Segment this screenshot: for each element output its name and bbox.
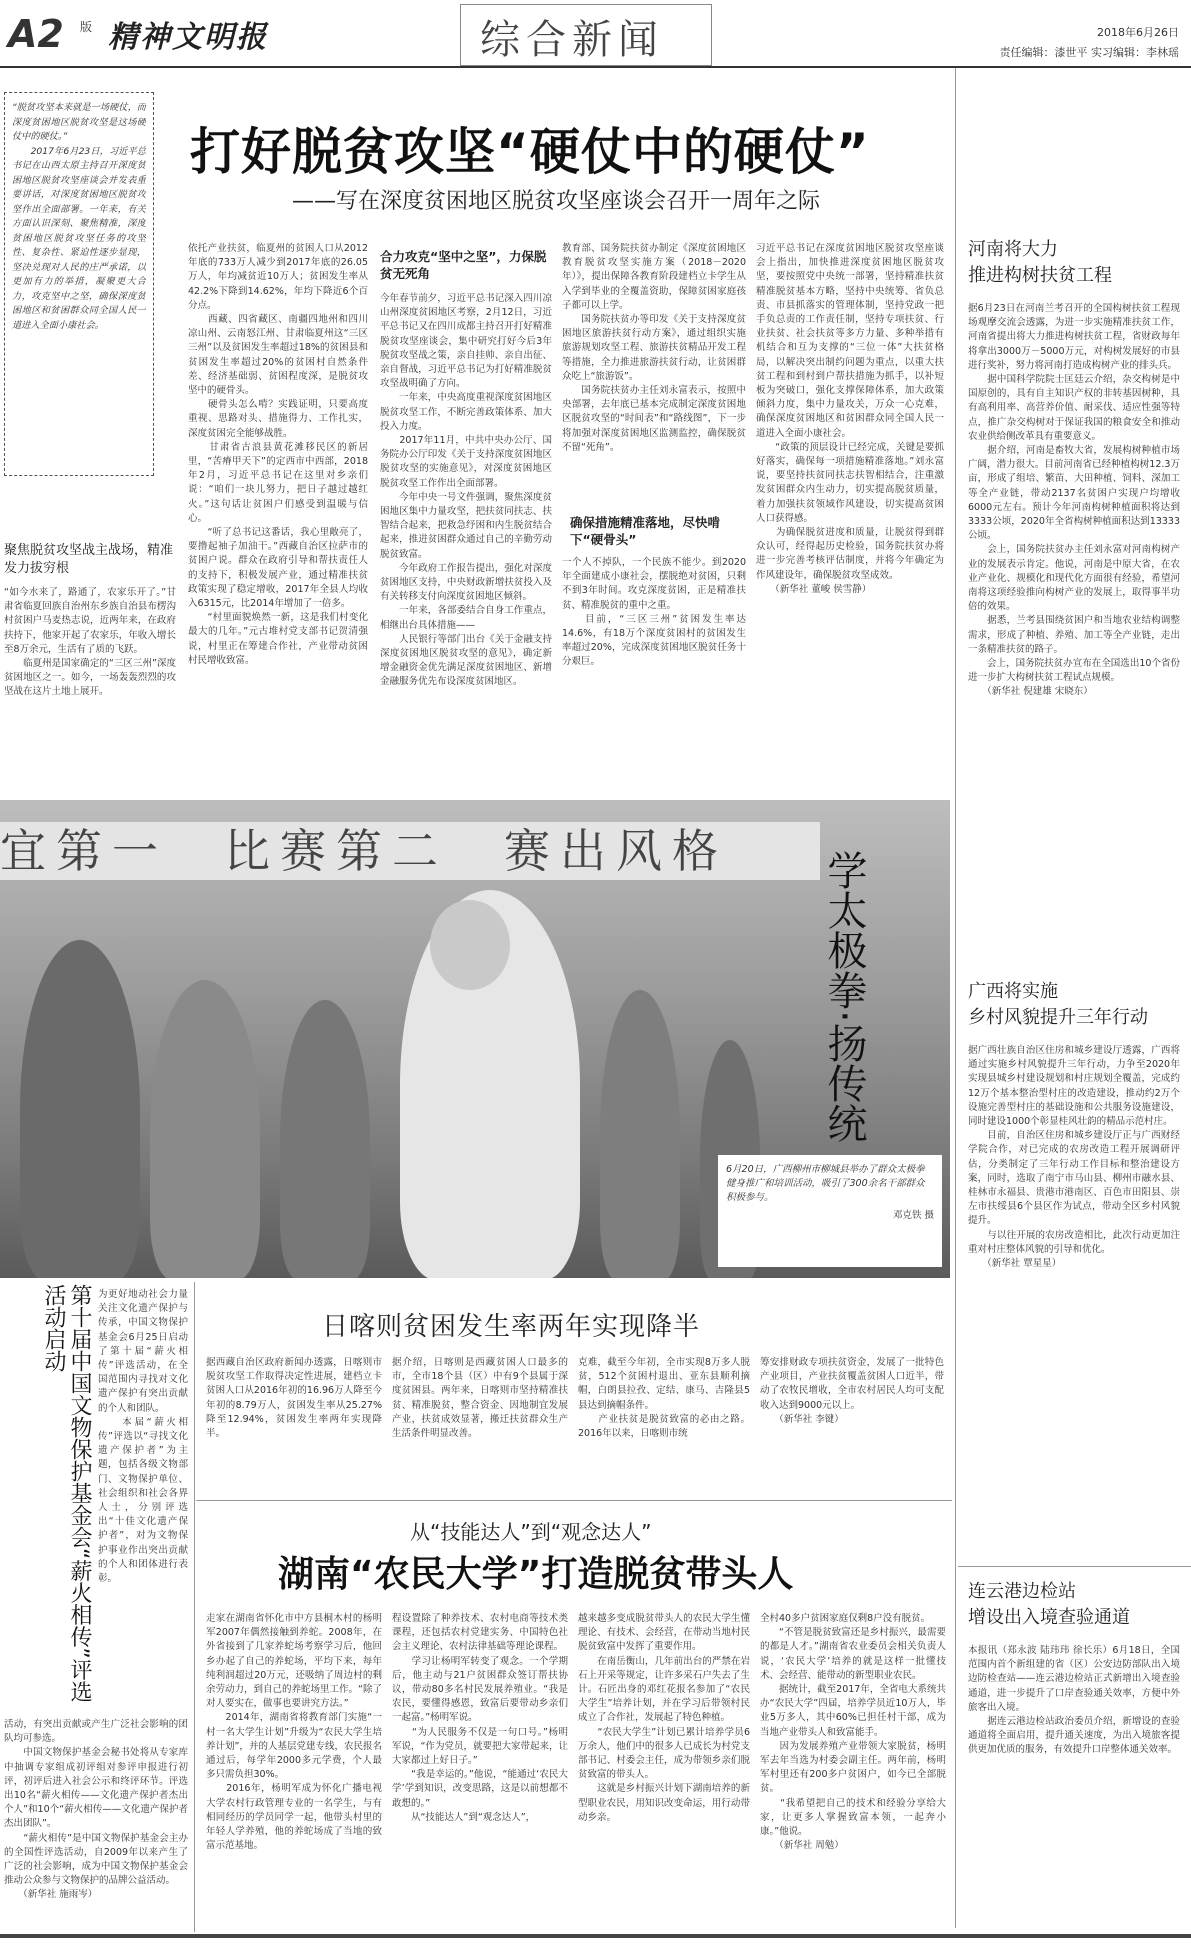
masthead-rule: [0, 66, 1191, 68]
lead-col-3-heading: 确保措施精准落地，尽快啃下“硬骨头”: [570, 515, 721, 547]
rikaze-col-2: 据介绍，日喀则是西藏贫困人口最多的市，全市18个县（区）中有9个县属于深度贫困县。两年来，日喀则市坚持精准扶贫、精准脱贫，整合资金、因地制宜发展产业，扶贫成效显著，搬迁扶贫群众生产生活条件明显改善。: [392, 1357, 568, 1440]
right-divider: [958, 1566, 1191, 1567]
hunan-kicker: 从“技能达人”到“观念达人”: [410, 1520, 652, 1544]
wenwu-vertical-title: 第十届中国文物保护基金会“薪火相传”评选活动启动: [41, 1284, 92, 1703]
rikaze-col-1: 据西藏自治区政府新闻办透露，日喀则市脱贫攻坚工作取得决定性进展，建档立卡贫困人口从2016年初的16.96万人降至今年初的8.79万人，贫困发生率从25.27%降至12.94%，贫困发生率两年实现降半。: [206, 1357, 382, 1440]
editor-credit: 责任编辑：漆世平 实习编辑：李林瑶: [999, 46, 1179, 59]
rikaze-col-4: 筹安排财政专项扶贫资金，发展了一批特色产业项目，产业扶贫覆盖贫困人口近半，带动了农牧民增收，全市农村居民人均可支配收入达到9000元以上。 （新华社 李键）: [760, 1357, 944, 1425]
lead-col-2: 今年春节前夕，习近平总书记深入四川凉山州深度贫困地区考察，2月12日，习近平总书记又在四川成都主持召开打好精准脱贫攻坚座谈会，集中研究打好今后3年脱贫攻坚战之策，亲自挂帅、亲自出征、亲自督战，习近平总书记为打好精准脱贫攻坚战明确了方向。 一年来，中央高度重视深度贫困地区脱贫攻坚工作，不断完善政策体系、加大投入力度。 2017年11月，中共中央办公厅、国务院办公厅印发《关于支持深度贫困地区脱贫攻坚的实施意见》，对深度贫困地区脱贫攻坚工作作出全面部署。 今年中央一号文件强调，聚焦深度贫困地区集中力量攻坚，把扶贫同扶志、扶智结合起来，把救急纾困和内生脱贫结合起来，推进贫困群众通过自己的辛勤劳动脱贫致富。 今年政府工作报告提出，强化对深度贫困地区支持，中央财政新增扶贫投入及有关转移支付向深度贫困地区倾斜。 一年来，各部委结合自身工作重点，相继出台具体措施—— 人民银行等部门出台《关于金融支持深度贫困地区脱贫攻坚的意见》，确定新增金融资金优先满足深度贫困地区、新增金融服务优先布设深度贫困地区。: [380, 293, 552, 688]
hunan-col-2: 程设置除了种养技术、农村电商等技术类课程，还包括农村党建实务、中国特色社会主义理论、农村法律基础等理论课程。 学习让杨明军转变了观念。一个学期后，他主动与21户贫困群众签订帮扶协议，带动80多名村民发展养殖业。“我是农民，要懂得感恩，致富后要带动乡亲们一起富。”杨明军说。 “为人民服务不仅是一句口号。”杨明军说，“作为党员，就要把大家带起来，让大家都过上好日子。” “我是幸运的。”他说，“能通过‘农民大学’学到知识，改变思路，这是以前想都不敢想的。” 从“技能达人”到“观念达人”，: [392, 1613, 568, 1823]
issue-date: 2018年6月26日: [1097, 26, 1179, 39]
page-ban-label: 版: [80, 20, 93, 34]
lianyungang-title-1: 连云港边检站: [968, 1581, 1076, 1602]
right-column-rule: [955, 68, 956, 1928]
section-title: 综合新闻: [480, 17, 664, 63]
photo-figure: [150, 980, 260, 1278]
henan-text: 据6月23日在河南兰考召开的全国构树扶贫工程现场观摩交流会透露，为进一步实施精准扶贫工作，河南省提出将大力推进构树扶贫工程，省财政每年将拿出3000万－5000万元，对构树发展好的市县进行奖补，努力将河南打造成构树产业的排头兵。 据中国科学院院士匡廷云介绍，杂交构树是中国原创的，具有自主知识产权的非转基因树种，具有高利用率、高营养价值、耐采伐、适应性强等特点，推广杂交构树对于保证我国的粮食安全和推动农业供给侧改革具有重要意义。 据介绍，河南是畜牧大省，发展构树种植市场广阔，潜力很大。目前河南省已经种植构树12.3万亩，形成了组培、繁苗、大田种植、饲料、深加工等全产业链，带动2137名贫困户实现户均增收6000元左右。预计今年河南构树种植面积将达到3333公顷，2020年全省构树种植面积达到13333公顷。 会上，国务院扶贫办主任刘永富对河南构树产业的发展表示肯定。他说，河南是中原大省，在农业产业化、规模化和现代化方面很有经验，希望河南将这项经验推向构树产业的发展上，取得事半功倍的效果。 据悉，兰考县围绕贫困户和当地农业结构调整需求，形成了种植、养殖、加工等全产业链，走出一条精准扶贫的路子。 会上，国务院扶贫办宣布在全国选出10个省份进一步扩大构树扶贫工程试点规模。 （新华社 倪建雄 宋晓东）: [968, 303, 1180, 698]
lead-subheadline: ——写在深度贫困地区脱贫攻坚座谈会召开一周年之际: [292, 189, 821, 214]
photo-figure: [20, 940, 140, 1278]
photo-main-head: [430, 900, 510, 990]
left-col-text: “如今水来了，路通了，农家乐开了。”甘肃省临夏回族自治州东乡族自治县布楞沟村贫困户马麦热志说，近两年来，在政府扶持下，他家开起了农家乐，年收入增长至8万余元，生活有了质的飞跃。 临夏州是国家确定的“三区三州”深度贫困地区之一。如今，一场轰轰烈烈的攻坚战在这片土地上展开。: [4, 587, 176, 698]
lead-headline: 打好脱贫攻坚“硬仗中的硬仗”: [190, 123, 870, 181]
lead-col-2-heading: 合力攻克“坚中之坚”，力保脱贫无死角: [380, 249, 547, 281]
hunan-top-rule: [196, 1500, 952, 1501]
lead-col-3: 教育部、国务院扶贫办制定《深度贫困地区教育脱贫攻坚实施方案（2018－2020年）》，提出保障各教育阶段建档立卡学生从入学到毕业的全覆盖资助，保障贫困家庭孩子都可以上学。 国务院扶贫办等印发《关于支持深度贫困地区旅游扶贫行动方案》，通过组织实施旅游规划攻坚工程、旅游扶贫精品开发工程等措施，全力推进旅游扶贫行动，让贫困群众吃上“旅游饭”。 国务院扶贫办主任刘永富表示，按照中央部署，去年底已基本完成制定深度贫困地区脱贫攻坚的“时间表”和“路线图”，下一步将加强对深度贫困地区监测监控，确保脱贫不留“死角”。: [562, 243, 746, 453]
hunan-col-1: 走家在湖南省怀化市中方县桐木村的杨明军2007年偶然接触到养蛇。2008年，在外省接到了几家养蛇场考察学习后，他回乡办起了自己的养蛇场，平均下来，每年纯利润超过20万元，还吸纳了周边村的剩余劳动力，到自己的养蛇场里工作。“除了对人要实在，做事也要讲究方法。” 2014年，湖南省将教育部门实施“一村一名大学生计划”升级为“农民大学生培养计划”，并的人基层党建专线，农民报名通过后，每学年2000多元学费，个人最多只需负担30%。 2016年，杨明军成为怀化广播电视大学农村行政管理专业的一名学生，与有相同经历的学员同学一起，他带头村里的年轻人学养殖，他的养蛇场成了当地的致富示范基地。: [206, 1613, 382, 1852]
wenwu-col: 为更好地动社会力量关注文化遗产保护与传承，中国文物保护基金会6月25日启动了第十届“薪火相传”评选活动，在全国范围内寻找对文化遗产保护有突出贡献的个人和团队。 本届“薪火相传”评选以“寻找文化遗产保护者”为主题，包括各级文物部门、文物保护单位、社会组织和社会各界人士，分别评选出“十佳文化遗产保护者”，对为文物保护事业作出突出贡献的个人和团体进行表彰。: [98, 1289, 188, 1585]
hunan-col-3: 越来越多变成脱贫带头人的农民大学生懂理论、有技术、会经营，在带动当地村民脱贫致富中发挥了重要作用。 在南岳衡山，几年前出台的严禁在岩石上开采等规定，让许多采石户失去了生计。石匠出身的邓红花报名参加了“农民大学生”培养计划，并在学习后带领村民成立了合作社，发展起了特色种植。 “农民大学生”计划已累计培养学员6万余人，他们中的很多人已成长为村党支部书记、村委会主任，成为带领乡亲们脱贫致富的带头人。 这就是乡村振兴计划下湖南培养的新型职业农民，用知识改变命运，用行动带动乡亲。: [578, 1613, 750, 1823]
photo-vertical-title: 学太极拳·扬传统: [821, 850, 867, 1143]
photo-credit: 邓克铁 摄: [892, 1210, 934, 1221]
hunan-col-4: 全村40多户贫困家庭仅剩8户没有脱贫。 “不管是脱贫致富还是乡村振兴，最需要的都是人才。”湖南省农业委员会相关负责人说，‘农民大学’培养的就是这样一批懂技术、会经营、能带动的新型职业农民。 据统计，截至2017年，全省电大系统共办“农民大学”四届，培养学员近10万人，毕业5万多人，其中60%已担任村干部，成为当地产业带头人和致富能手。 因为发展养殖产业带领大家脱贫，杨明军去年当选为村委会副主任。两年前，杨明军村里还有200多户贫困户，如今已全部脱贫。 “我希望把自己的技术和经验分享给大家，让更多人掌握致富本领，一起奔小康。”他说。 （新华社 周勉）: [760, 1613, 946, 1852]
guangxi-text: 据广西壮族自治区住房和城乡建设厅透露，广西将通过实施乡村风貌提升三年行动，力争至2020年实现县城乡村建设规划和村庄规划全覆盖，完成约12万个基本整治型村庄的改造建设，推动约2万个设施完善型村庄的基础设施和公共服务设施建设，同时建设1000个彰显桂风壮韵的精品示范村庄。 目前，自治区住房和城乡建设厅正与广西财经学院合作，对已完成的农房改造工程开展调研评估，分类制定了三年行动工作目标和整治建设方案，同时，选取了南宁市马山县、柳州市融水县、桂林市永福县、贵港市港南区、百色市田阳县、崇左市扶绥县6个县区作为试点，带动全区乡村风貌提升。 与以往开展的农房改造相比，此次行动更加注重对村庄整体风貌的引导和优化。 （新华社 覃星星）: [968, 1045, 1180, 1270]
wenwu-bottom: 活动，有突出贡献或产生广泛社会影响的团队均可参选。 中国文物保护基金会秘书处将从专家库中抽调专家组成初评组对参评申报进行初评，初评后进入社会公示和终评环节。评选出10名“薪火相传——文化遗产保护者杰出个人”和10个“薪火相传——文化遗产保护者杰出团队”。 “薪火相传”是中国文物保护基金会主办的全国性评选活动，自2009年以来产生了广泛的社会影响，成为中国文物保护基金会推动公众参与文物保护的品牌公益活动。 （新华社 施雨岑）: [4, 1719, 188, 1901]
editorial-box: [4, 92, 154, 476]
hunan-headline: 湖南“农民大学”打造脱贫带头人: [278, 1554, 794, 1595]
tai-chi-photo: [0, 800, 950, 1278]
henan-title-2: 推进构树扶贫工程: [968, 265, 1112, 286]
editorial-text: “脱贫攻坚本来就是一场硬仗，而深度贫困地区脱贫攻坚是这场硬仗中的硬仗。” 2017年6月23日，习近平总书记在山西太原主持召开深度贫困地区脱贫攻坚座谈会并发表重要讲话，对深度贫困地区脱贫攻坚作出全面部署。一年来，有关方面认识深刻、聚焦精准，深度贫困地区脱贫攻坚任务的攻坚性、复杂性、紧迫性逐步显现，坚决兑现对人民的庄严承诺，以更加有力的举措，凝聚更大合力，攻克坚中之坚，确保深度贫困地区和贫困群众同全国人民一道进入全面小康社会。: [12, 102, 146, 331]
guangxi-title-2: 乡村风貌提升三年行动: [968, 1007, 1148, 1028]
photo-caption: 6月20日，广西柳州市柳城县举办了群众太极拳健身推广和培训活动，吸引了300余名干部群众积极参与。: [726, 1164, 925, 1203]
page-number: A2: [8, 12, 64, 56]
henan-title-1: 河南将大力: [968, 239, 1058, 260]
guangxi-title-1: 广西将实施: [968, 981, 1058, 1002]
lianyungang-title-2: 增设出入境查验通道: [968, 1607, 1130, 1628]
photo-banner-text: 宜第一 比赛第二 赛出风格: [0, 822, 820, 880]
lead-col-4: 习近平总书记在深度贫困地区脱贫攻坚座谈会上指出，加快推进深度贫困地区脱贫攻坚，要按照党中央统一部署，坚持精准扶贫精准脱贫基本方略，坚持中央统筹、省负总责、市县抓落实的管理体制，坚持党政一把手负总责的工作责任制，坚持专项扶贫、行业扶贫、社会扶贫等多方力量、多种举措有机结合和互为支撑的“三位一体”大扶贫格局，以解决突出制约问题为重点，以重大扶贫工程和到村到户帮扶措施为抓手，以补短板为突破口，强化支撑保障体系，加大政策倾斜力度，集中力量攻关，万众一心克难，确保深度贫困地区和贫困群众同全国人民一道进入全面小康社会。 “政策的顶层设计已经完成，关键是要抓好落实，确保每一项措施精准落地。”刘永富说，要坚持扶贫同扶志扶智相结合，注重激发贫困群众内生动力，切实提高脱贫质量，着力加强扶贫领域作风建设，切实提高贫困人口获得感。 为确保脱贫进度和质量，让脱贫得到群众认可，经得起历史检验，国务院扶贫办将进一步完善考核评估制度，并将今年确定为作风建设年，确保脱贫攻坚成效。 （新华社 董峻 侯雪静）: [756, 243, 944, 595]
photo-figure: [600, 990, 680, 1278]
left-col-heading: 聚焦脱贫攻坚战主战场，精准发力拔穷根: [4, 543, 174, 576]
lead-col-3b: 一个人不掉队，一个民族不能少。到2020年全面建成小康社会，摆脱绝对贫困，只剩不到3年时间。攻克深度贫困，正是精准扶贫、精准脱贫的重中之重。 目前，“三区三州”贫困发生率达14.6%，有18万个深度贫困村的贫困发生率超过20%，完成深度贫困地区脱贫任务十分艰巨。: [562, 557, 746, 668]
lead-col-1: 依托产业扶贫，临夏州的贫困人口从2012年底的733万人减少到2017年底的26.05万人，年均减贫近10万人；贫困发生率从42.2%下降到14.62%，年均下降近6个百分点。 西藏、四省藏区、南疆四地州和四川凉山州、云南怒江州、甘肃临夏州这“三区三州”以及贫困发生率超过18%的贫困县和贫困发生率超过20%的贫困村自然条件差、经济基础弱、贫困程度深，是脱贫攻坚中的硬骨头。 硬骨头怎么啃？实践证明，只要高度重视、思路对头、措施得力、工作扎实，深度贫困完全能够战胜。 甘肃省古浪县黄花滩移民区的新居里，“苦瘠甲天下”的定西市中西部，2018年2月，习近平总书记在这里对乡亲们说：“咱们一块儿努力，把日子越过越红火。”这句话让贫困户们感受到温暖与信心。 “听了总书记这番话，我心里敞亮了，要撸起袖子加油干。”西藏自治区拉萨市的贫困户说。群众在政府引导和帮扶责任人的支持下，积极发展产业，通过精准扶贫政策实现了稳定增收，2017年全县人均收入6315元，比2014年增加了一倍多。 “村里面貌焕然一新，这是我们村变化最大的几年。”元古堆村党支部书记贺清强说，村里正在筹建合作社，产业带动贫困村民增收致富。: [188, 243, 368, 666]
photo-caption-box: [718, 1155, 942, 1267]
newspaper-name: 精神文明报: [108, 20, 268, 55]
wenwu-rule: [194, 1282, 195, 1932]
photo-figure: [280, 1000, 370, 1278]
page-bottom-rule: [0, 1934, 1191, 1938]
rikaze-headline: 日喀则贫困发生率两年实现降半: [322, 1312, 701, 1342]
rikaze-col-3: 克难，截至今年初，全市实现8万多人脱贫，512个贫困村退出、亚东县顺利摘帽，白朗县拉孜、定结、康马、吉隆县5县达到摘帽条件。 产业扶贫是脱贫致富的必由之路。2016年以来，日喀则市统: [578, 1357, 750, 1440]
lianyungang-text: 本报讯（郑永波 陆玮玮 徐长乐）6月18日，全国范围内首个新组建的省（区）公安边防部队出入境边防检查站——连云港边检站正式新增出入境查验通道，进一步提升了口岸查验通关效率，方便中外旅客出入境。 据连云港边检站政治委员介绍，新增设的查验通道将全面启用，提升通关速度，为出入境旅客提供更加优质的服务，有效提升口岸整体通关效率。: [968, 1645, 1180, 1756]
